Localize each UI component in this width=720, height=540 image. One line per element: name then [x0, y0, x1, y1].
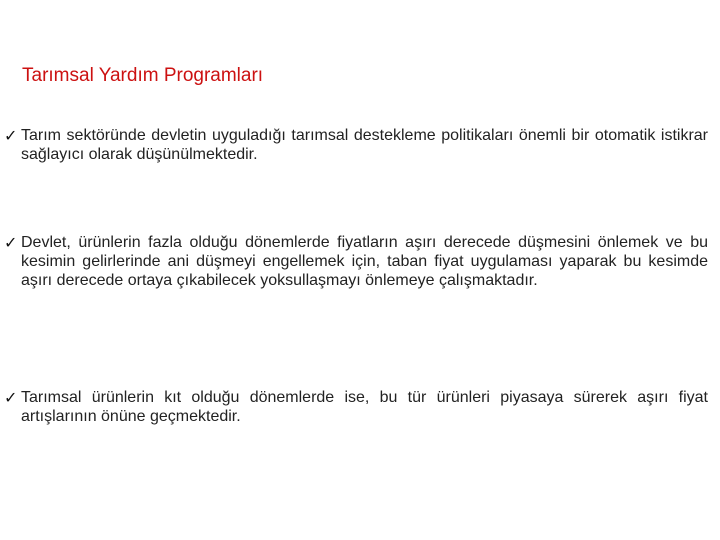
- check-icon: ✓: [4, 233, 18, 252]
- bullet-item: [4, 126, 708, 164]
- bullet-text: Devlet, ürünlerin fazla olduğu dönemlerde fiyatların aşırı derecede düşmesini önlemek ve bu kesimin gelirlerinde ani düşmeyi engellemek için, taban fiyat uygulaması yaparak bu kesimde aşırı derecede ortaya çıkabilecek yoksullaşmayı önlemeye çalışmaktadır.: [21, 234, 708, 289]
- bullet-item: [4, 388, 708, 426]
- slide-title: Tarımsal Yardım Programları: [22, 65, 264, 86]
- bullet-text: Tarımsal ürünlerin kıt olduğu dönemlerde ise, bu tür ürünleri piyasaya sürerek aşırı fiyat artışlarının önüne geçmektedir.: [21, 389, 708, 425]
- bullet-item: [4, 233, 708, 290]
- check-icon: ✓: [4, 388, 18, 407]
- bullet-text: Tarım sektöründe devletin uyguladığı tarımsal destekleme politikaları önemli bir otomatik istikrar sağlayıcı olarak düşünülmektedir.: [21, 127, 708, 163]
- check-icon: ✓: [4, 126, 18, 145]
